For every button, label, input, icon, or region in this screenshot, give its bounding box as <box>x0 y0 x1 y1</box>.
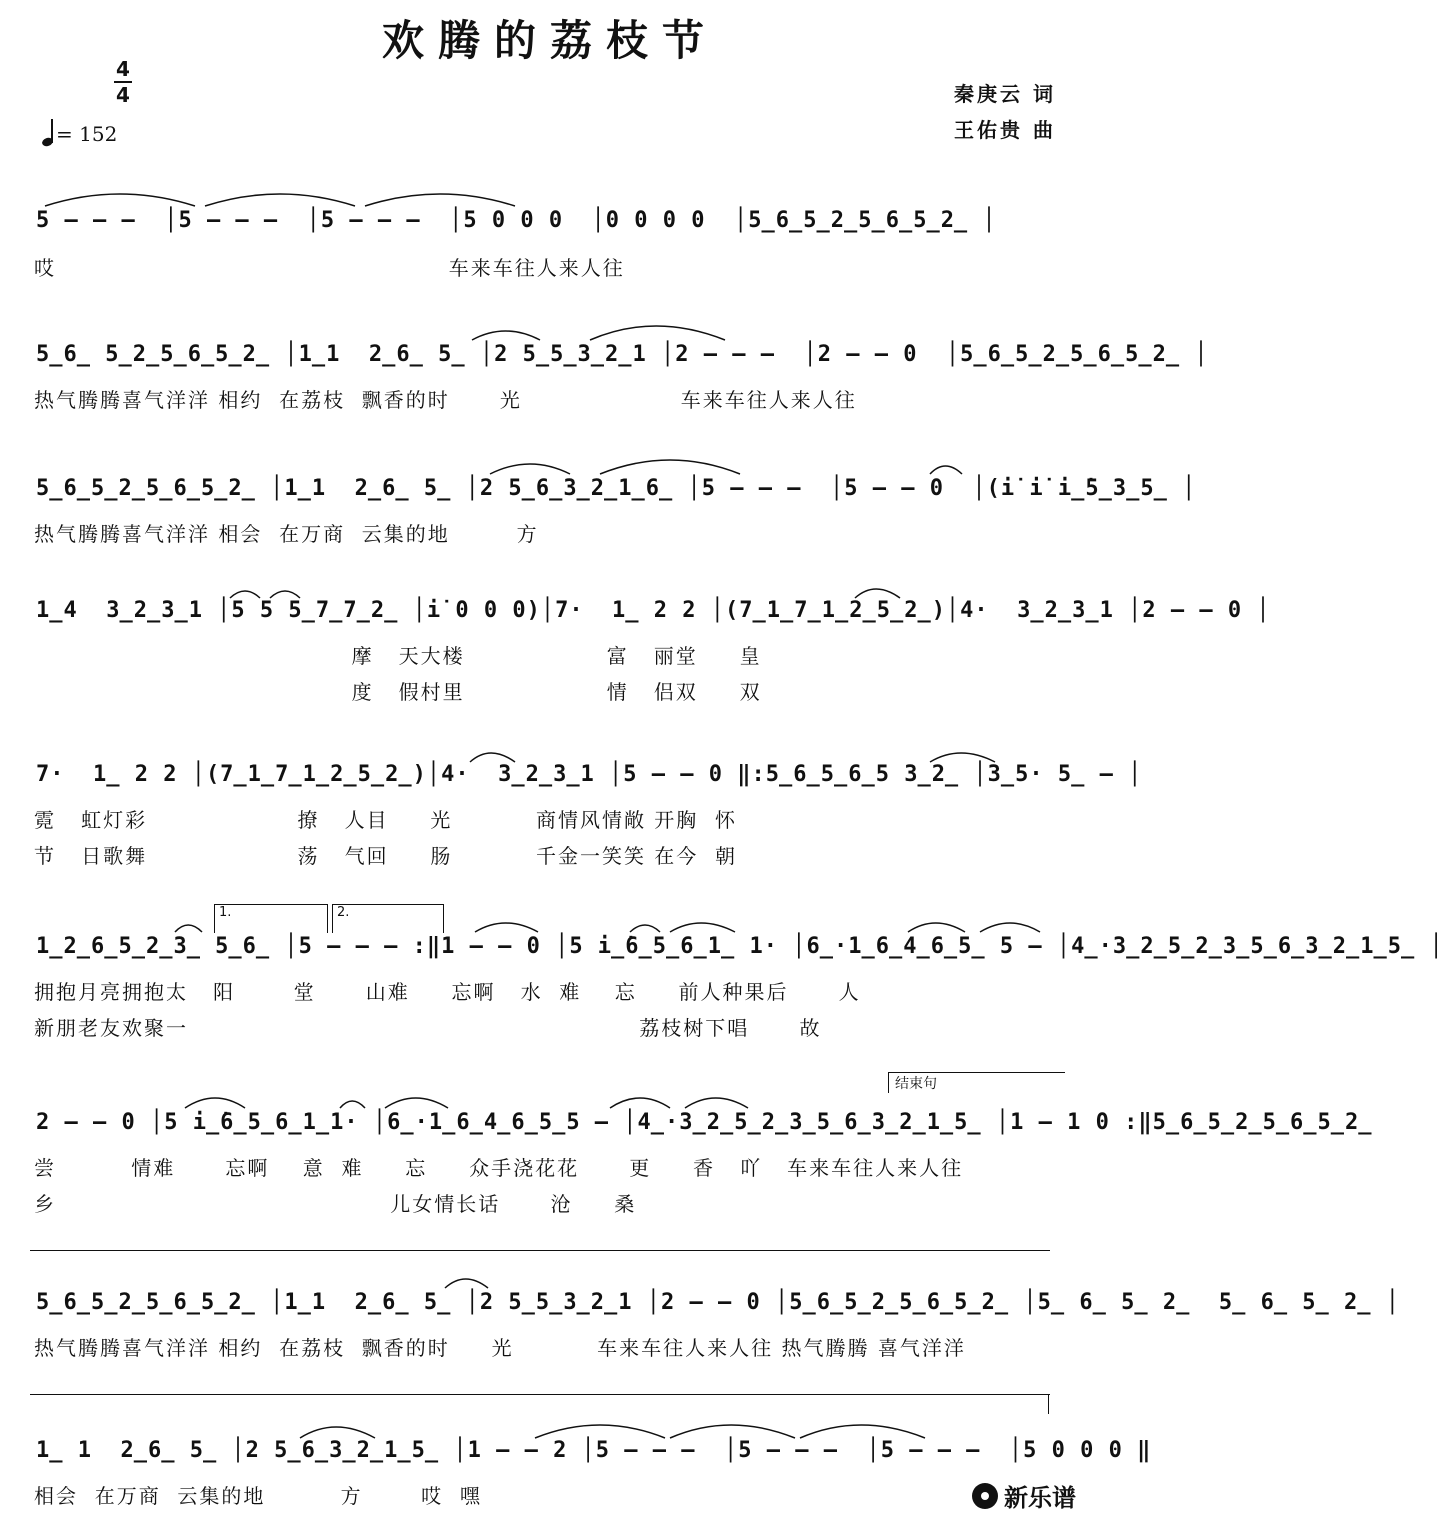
divider-line-1 <box>30 1250 1050 1251</box>
lyrics-line-1a: 哎 车来车往人来人往 <box>34 256 625 280</box>
notation-line-1: 5 – – – │5 – – – │5 – – – │5 0 0 0 │0 0 0 0 │5̲6̲5̲2̲5̲6̲5̲2̲ │ <box>36 208 997 233</box>
lyrics-line-8a: 热气腾腾喜气洋洋 相约 在荔枝 飘香的时 光 车来车往人来人往 热气腾腾 喜气洋洋 <box>34 1336 966 1360</box>
slur-arcs-1 <box>40 186 530 210</box>
lyrics-line-6b: 新朋老友欢聚一 荔枝树下唱 故 <box>34 1016 822 1040</box>
divider-line-2 <box>30 1394 1050 1395</box>
volta-first-ending: 1. <box>214 904 328 933</box>
lyrics-line-5b: 节 日歌舞 荡 气回 肠 千金一笑笑 在今 朝 <box>34 844 738 868</box>
slur-arcs-2 <box>470 318 740 344</box>
tempo-value: = 152 <box>56 122 118 146</box>
notation-line-3: 5̲6̲5̲2̲5̲6̲5̲2̲ │1̲1 2̲6̲ 5̲ │2 5̲6̲3̲2̲1̲6̲ │5 – – – │5 – – 0 │(i̇ i̇ i̲̇5̲3̲5̲ │ <box>36 476 1197 501</box>
notation-line-8: 5̲6̲5̲2̲5̲6̲5̲2̲ │1̲1 2̲6̲ 5̲ │2 5̲5̲3̲2̲1 │2 – – 0 │5̲6̲5̲2̲5̲6̲5̲2̲ │5̲ 6̲ 5̲ 2̲ 5̲ 6̲ 5̲ 2̲ │ <box>36 1290 1401 1315</box>
lyrics-line-4a: 摩 天大楼 富 丽堂 皇 <box>34 644 762 668</box>
notation-line-7: 2 – – 0 │5 i̲̇6̲5̲6̲1̲1· │6̲·1̲6̲4̲6̲5̲5 – │4̲·3̲2̲5̲2̲3̲5̲6̲3̲2̲1̲5̲ │1 – 1 0 :‖5̲6̲5̲2̲5̲6̲5̲2̲ <box>36 1110 1373 1135</box>
watermark-text: 新乐谱 <box>1004 1484 1076 1512</box>
slur-arcs-3 <box>480 452 980 478</box>
notation-line-2: 5̲6̲ 5̲2̲5̲6̲5̲2̲ │1̲1 2̲6̲ 5̲ │2 5̲5̲3̲2̲1 │2 – – – │2 – – 0 │5̲6̲5̲2̲5̲6̲5̲2̲ │ <box>36 342 1209 367</box>
disc-icon <box>972 1483 998 1509</box>
quarter-note-icon <box>42 120 56 146</box>
tempo-marking <box>42 120 117 146</box>
notation-line-5: 7· 1̲ 2 2 │(7̲1̲7̲1̲2̲5̲2̲)│4· 3̲2̲3̲1 │5 – – 0 ‖:5̲6̲5̲6̲5 3̲2̲ │3̲5· 5̲ – │ <box>36 762 1143 787</box>
slur-arcs-7 <box>180 1086 780 1112</box>
slur-arcs-8 <box>440 1268 500 1292</box>
divider-line-2-tick <box>1048 1394 1049 1414</box>
credits <box>954 76 1056 148</box>
lyrics-line-7b: 乡 儿女情长话 沧 桑 <box>34 1192 637 1216</box>
lyrics-line-6a: 拥抱月亮拥抱太 阳 堂 山难 忘啊 水 难 忘 前人种果后 人 <box>34 980 861 1004</box>
time-signature-bottom: 4 <box>116 83 130 107</box>
notation-line-4: 1̲4 3̲2̲3̲1 │5 5 5̲7̲7̲2̲ │i̇ 0 0 0)│7· 1̲ 2 2 │(7̲1̲7̲1̲2̲5̲2̲)│4· 3̲2̲3̲1 │2 – – 0 │ <box>36 598 1271 623</box>
lyricist: 秦庚云 词 <box>954 82 1056 106</box>
time-signature-top: 4 <box>116 57 130 81</box>
watermark-logo <box>972 1478 1076 1513</box>
time-signature <box>110 58 136 106</box>
lyrics-line-2a: 热气腾腾喜气洋洋 相约 在荔枝 飘香的时 光 车来车往人来人往 <box>34 388 857 412</box>
composer: 王佑贵 曲 <box>954 118 1056 142</box>
notation-line-6: 1̲2̲6̲5̲2̲3̲ 5̲6̲ │5 – – – :‖1 – – 0 │5 i̲̇6̲5̲6̲1̲ 1· │6̲·1̲6̲4̲6̲5̲ 5 – │4̲·3̲2̲5̲2̲3̲5̲6̲3̲2̲1̲5̲ │ <box>36 934 1444 959</box>
ending-label: 结束句 <box>888 1072 1065 1093</box>
lyrics-line-3a: 热气腾腾喜气洋洋 相会 在万商 云集的地 方 <box>34 522 539 546</box>
volta-second-ending: 2. <box>332 904 444 933</box>
song-title: 欢腾的荔枝节 <box>381 16 718 65</box>
lyrics-line-4b: 度 假村里 情 侣双 双 <box>34 680 762 704</box>
lyrics-line-5a: 霓 虹灯彩 撩 人目 光 商情风情敞 开胸 怀 <box>34 808 738 832</box>
notation-line-9: 1̲ 1 2̲6̲ 5̲ │2 5̲6̲3̲2̲1̲5̲ │1 – – 2 │5 – – – │5 – – – │5 – – – │5 0 0 0 ‖ <box>36 1438 1152 1463</box>
lyrics-line-9a: 相会 在万商 云集的地 方 哎 嘿 <box>34 1484 482 1508</box>
lyrics-line-7a: 尝 情难 忘啊 意 难 忘 众手浇花花 更 香 吖 车来车往人来人往 <box>34 1156 964 1180</box>
